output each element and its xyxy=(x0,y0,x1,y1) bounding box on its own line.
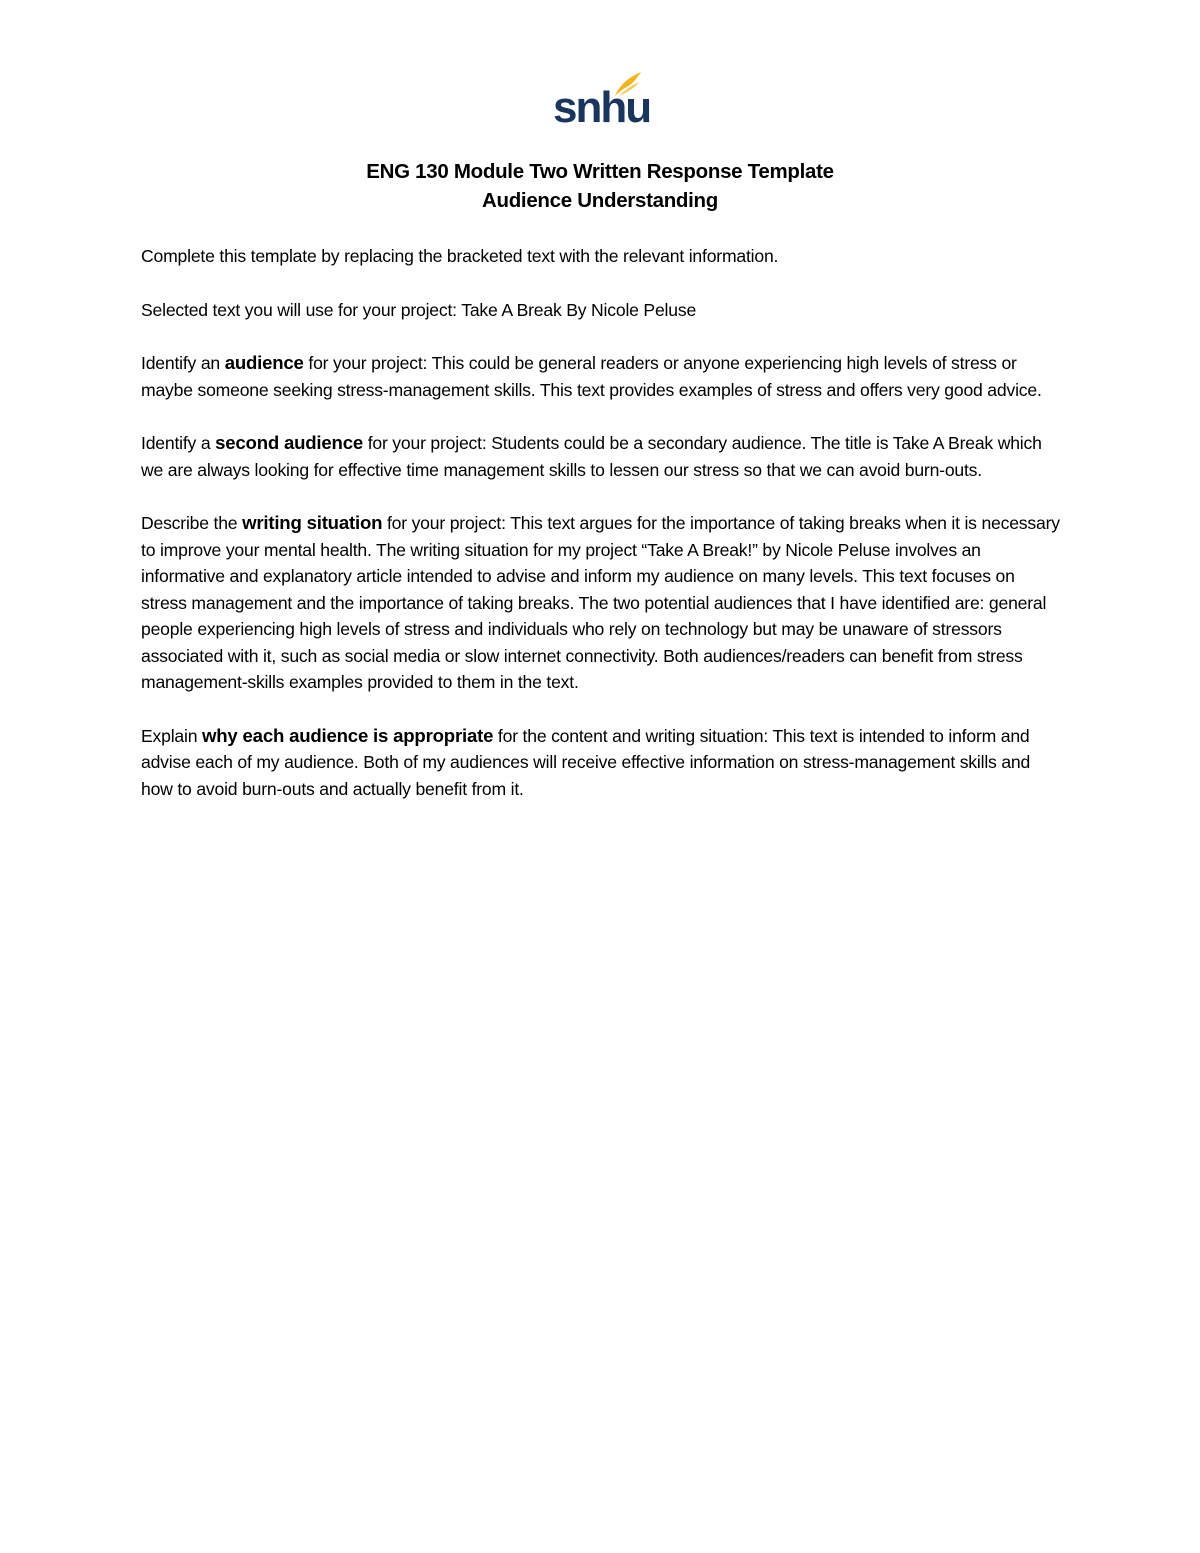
document-body xyxy=(141,243,1061,829)
selected-text-response: Take A Break By Nicole Peluse xyxy=(461,299,697,320)
writing-situation-prompt-start: Describe the xyxy=(141,513,238,533)
selected-text-paragraph xyxy=(141,297,1061,324)
appropriateness-prompt-start: Explain xyxy=(141,725,198,746)
audience-keyword: audience xyxy=(224,352,304,373)
appropriateness-keyword: why each audience is appropriate xyxy=(202,724,494,746)
logo-wordmark: snhu xyxy=(553,83,651,132)
writing-situation-paragraph xyxy=(141,510,1061,696)
appropriateness-response: This text is intended to inform and advise each of my audience. Both of my audiences will receive effective information on stress-management skills and how to avoid burn-outs and actually benefit from it. xyxy=(141,725,1031,799)
audience-response: This could be general readers or anyone experiencing high levels of stress or maybe someone seeking stress-management skills. This text provides examples of stress and offers very good advice. xyxy=(141,353,1042,400)
document-subtitle: Audience Understanding xyxy=(481,189,718,212)
snhu-logo xyxy=(553,70,651,134)
document-header xyxy=(0,157,1200,215)
writing-situation-response: This text argues for the importance of taking breaks when it is necessary to improve your mental health. The writing situation for my project “Take A Break!” by Nicole Peluse involves an informative and explanatory article intended to advise and inform my audience on many levels. This text focuses on stress management and the importance of taking breaks. The two potential audiences that I have identified are: general people experiencing high levels of stress and individuals who rely on technology but may be unaware of stressors associated with it, such as social media or slow internet connectivity. Both audiences/readers can benefit from stress management-skills examples provided to them in the text. xyxy=(141,513,1060,692)
second-audience-prompt-end: for your project: xyxy=(367,433,487,453)
appropriateness-paragraph xyxy=(141,723,1061,803)
writing-situation-keyword: writing situation xyxy=(242,512,383,533)
writing-situation-prompt-end: for your project: xyxy=(386,513,506,533)
audience-prompt-end: for your project: xyxy=(308,353,428,373)
second-audience-prompt-start: Identify a xyxy=(141,433,211,453)
audience-paragraph xyxy=(141,350,1061,403)
document-title: ENG 130 Module Two Written Response Template xyxy=(366,160,834,183)
selected-text-prompt: Selected text you will use for your project: xyxy=(141,299,457,320)
audience-prompt-start: Identify an xyxy=(141,353,220,373)
second-audience-paragraph xyxy=(141,430,1061,483)
second-audience-response: Students could be a secondary audience. The title is Take A Break which we are always looking for effective time management skills to lessen our stress so that we can avoid burn-outs. xyxy=(141,433,1042,480)
appropriateness-prompt-end: for the content and writing situation: xyxy=(497,725,769,746)
instructions-paragraph: Complete this template by replacing the bracketed text with the relevant information. xyxy=(141,246,779,266)
second-audience-keyword: second audience xyxy=(215,432,363,453)
